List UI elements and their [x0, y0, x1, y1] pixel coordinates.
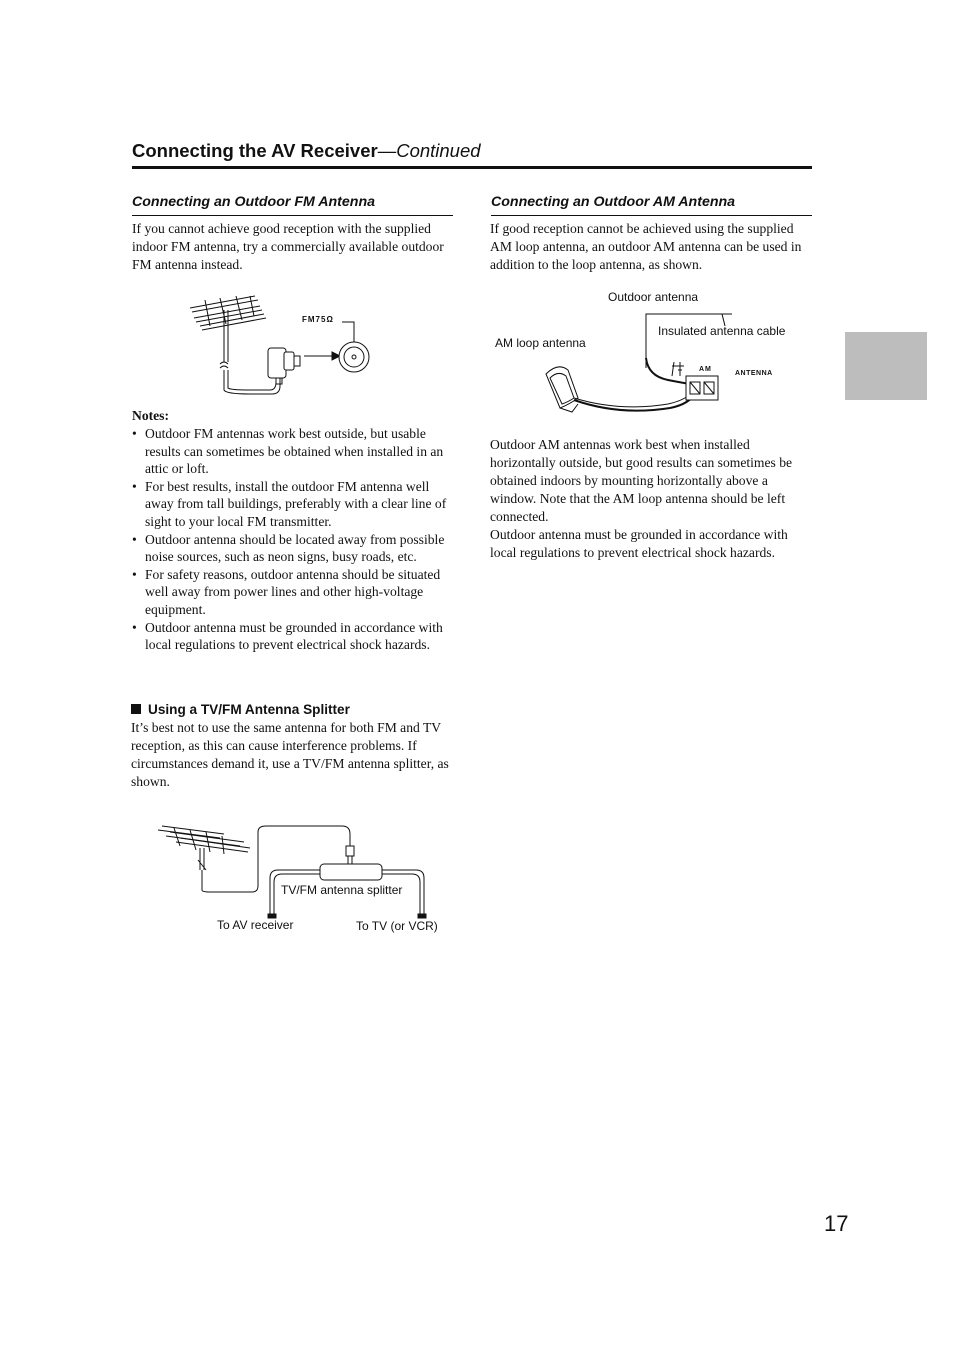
fm-intro-text: If you cannot achieve good reception with the supplied indoor FM antenna, try a commercially available outdoor FM antenna instead.	[132, 221, 444, 272]
loop-antenna-label: AM loop antenna	[495, 336, 586, 350]
to-av-receiver-label: To AV receiver	[217, 918, 294, 932]
header-title: Connecting the AV Receiver	[132, 140, 378, 161]
fm-section-title: Connecting an Outdoor FM Antenna	[132, 193, 453, 216]
splitter-heading	[131, 701, 350, 719]
list-item: • Outdoor antenna must be grounded in accordance with local regulations to prevent electrical shock hazards.	[131, 619, 453, 654]
splitter-body	[320, 864, 382, 880]
ground-icon	[672, 362, 684, 376]
splitter-label: TV/FM antenna splitter	[281, 883, 403, 897]
notes-title: Notes:	[132, 408, 169, 423]
list-item: • For safety reasons, outdoor antenna should be situated well away from power lines and other high-voltage equipment.	[131, 566, 453, 619]
splitter-diagram	[150, 818, 450, 923]
am-terminal-icon	[686, 376, 718, 400]
antenna-terminal-label: ANTENNA	[735, 370, 773, 377]
insulated-cable-label: Insulated antenna cable	[658, 324, 786, 338]
list-item: • Outdoor FM antennas work best outside, but usable results can sometimes be obtained when installed in an attic or loft.	[131, 425, 453, 478]
fm-socket-icon	[339, 342, 369, 372]
notes-list	[131, 425, 453, 654]
page-number: 17	[824, 1211, 849, 1236]
outdoor-antenna-label: Outdoor antenna	[608, 290, 699, 304]
am-body-text-1: Outdoor AM antennas work best when installed horizontally outside, but good results can sometimes be obtained indoors by mounting horizontally above a window. Note that the AM loop antenna should be left connected.	[490, 437, 793, 524]
fm-connector-plug-icon	[268, 348, 300, 384]
am-terminal-label: AM	[699, 366, 712, 373]
fm-75-label: FM75Ω	[302, 315, 334, 324]
tv-antenna-icon	[158, 826, 250, 870]
page-header	[132, 139, 812, 169]
am-loop-antenna-icon	[546, 367, 578, 412]
splitter-text: It’s best not to use the same antenna for both FM and TV reception, as this can cause interference problems. If circumstances demand it, use a TV/FM antenna splitter, as shown.	[131, 720, 449, 789]
am-antenna-diagram	[530, 300, 790, 420]
header-continued: —Continued	[377, 140, 481, 161]
list-item: • For best results, install the outdoor FM antenna well away from tall buildings, preferably with a clear line of sight to your local FM transmitter.	[131, 478, 453, 531]
fm-antenna-diagram	[180, 290, 380, 400]
to-tv-label: To TV (or VCR)	[356, 919, 438, 933]
am-section-title: Connecting an Outdoor AM Antenna	[491, 193, 812, 216]
splitter-heading-text: Using a TV/FM Antenna Splitter	[148, 702, 350, 717]
am-intro-text: If good reception cannot be achieved using the supplied AM loop antenna, an outdoor AM antenna can be used in addition to the loop antenna, as shown.	[490, 221, 802, 272]
am-body-text-2: Outdoor antenna must be grounded in accordance with local regulations to prevent electrical shock hazards.	[490, 527, 788, 560]
chapter-tab	[845, 332, 927, 400]
list-item: • Outdoor antenna should be located away from possible noise sources, such as neon signs, busy roads, etc.	[131, 531, 453, 566]
square-bullet-icon	[131, 704, 141, 714]
